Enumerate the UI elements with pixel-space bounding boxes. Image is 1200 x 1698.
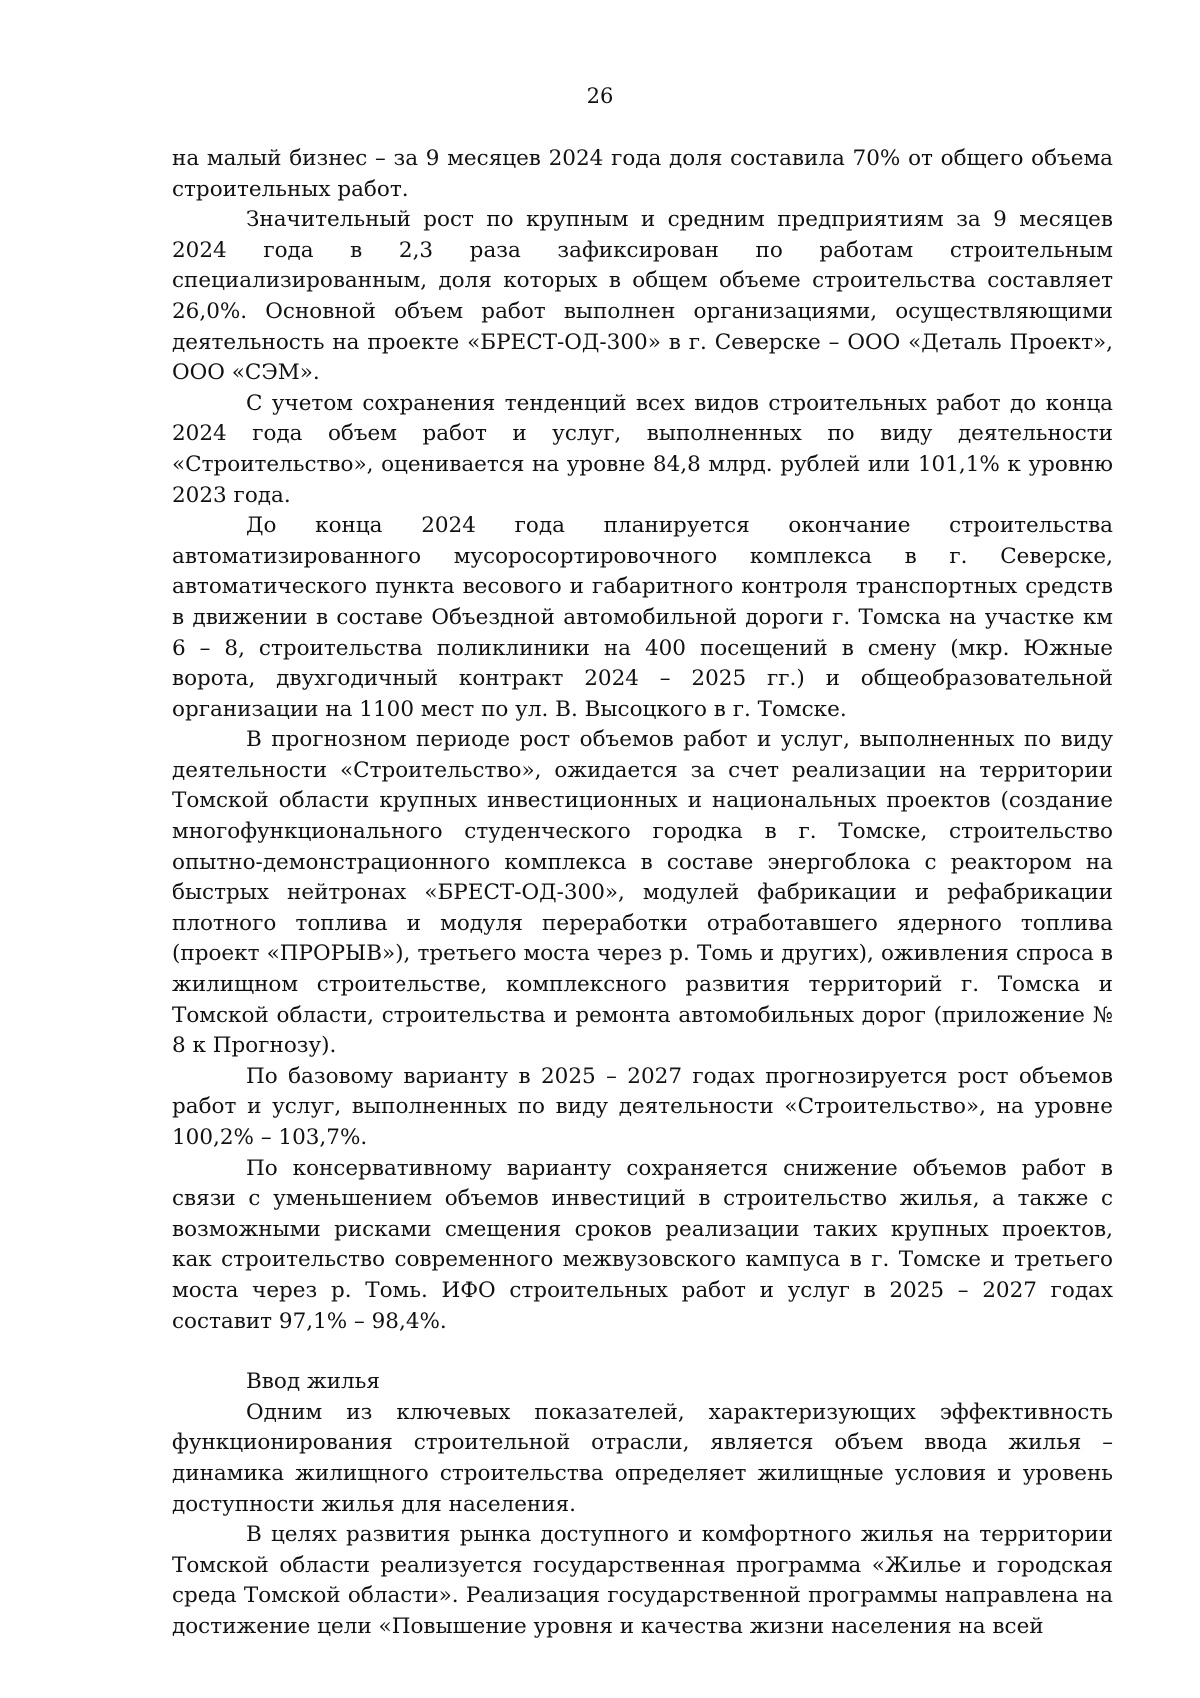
document-body xyxy=(172,144,1113,1643)
section-spacer xyxy=(172,1337,1113,1367)
section-heading-housing: Ввод жилья xyxy=(246,1369,380,1395)
paragraph-conservative-scenario: По консервативному варианту сохраняется снижение объемов работ в связи с уменьшением объемов инвестиций в строительство жилья, а также с возможными рисками смещения сроков реализации таких крупных проектов, как строительство современного межвузовского кампуса в г. Томске и третьего моста через р. Томь. ИФО строительных работ и услуг в 2025 – 2027 годах составит 97,1% – 98,4%. xyxy=(172,1155,1113,1334)
paragraph-housing-program: В целях развития рынка доступного и комфортного жилья на территории Томской области реализуется государственная программа «Жилье и городская среда Томской области». Реализация государственной программы направлена на достижение цели «Повышение уровня и качества жизни населения на всей xyxy=(172,1522,1113,1639)
paragraph-construction-estimate: С учетом сохранения тенденций всех видов строительных работ до конца 2024 года объем работ и услуг, выполненных по виду деятельности «Строительство», оценивается на уровне 84,8 млрд. рублей или 101,1% к уровню 2023 года. xyxy=(172,390,1113,508)
paragraph-base-scenario: По базовому варианту в 2025 – 2027 годах прогнозируется рост объемов работ и услуг, выполненных по виду деятельности «Строительство», на уровне 100,2% – 103,7%. xyxy=(172,1063,1113,1150)
paragraph-planned-completion: До конца 2024 года планируется окончание строительства автоматизированного мусоросортировочного комплекса в г. Северске, автоматического пункта весового и габаритного контроля транспортных средств в движении в составе Объездной автомобильной дороги г. Томска на участке км 6 – 8, строительства поликлиники на 400 посещений в смену (мкр. Южные ворота, двухгодичный контракт 2024 – 2025 гг.) и общеобразовательной организации на 1100 мест по ул. В. Высоцкого в г. Томске. xyxy=(172,513,1113,722)
page-number: 26 xyxy=(586,84,614,108)
paragraph-housing-indicator: Одним из ключевых показателей, характеризующих эффективность функционирования строительной отрасли, является объем ввода жилья – динамика жилищного строительства определяет жилищные условия и уровень доступности жилья для населения. xyxy=(172,1399,1113,1517)
paragraph-forecast-period: В прогнозном периоде рост объемов работ и услуг, выполненных по виду деятельности «Строительство», ожидается за счет реализации на территории Томской области крупных инвестиционных и национальных проектов (создание многофункционального студенческого городка в г. Томске, строительство опытно-демонстрационного комплекса в составе энергоблока с реактором на быстрых нейтронах «БРЕСТ-ОД-300», модулей фабрикации и рефабрикации плотного топлива и модуля переработки отработавшего ядерного топлива (проект «ПРОРЫВ»), третьего моста через р. Томь и других), оживления спроса в жилищном строительстве, комплексного развития территорий г. Томска и Томской области, строительства и ремонта автомобильных дорог (приложение № 8 к Прогнозу). xyxy=(172,727,1113,1059)
paragraph-construction-growth: Значительный рост по крупным и средним предприятиям за 9 месяцев 2024 года в 2,3 раза зафиксирован по работам строительным специализированным, доля которых в общем объеме строительства составляет 26,0%. Основной объем работ выполнен организациями, осуществляющими деятельность на проекте «БРЕСТ-ОД-300» в г. Северске – ООО «Деталь Проект», ООО «СЭМ». xyxy=(172,207,1113,386)
paragraph-small-business: на малый бизнес – за 9 месяцев 2024 года доля составила 70% от общего объема строительных работ. xyxy=(172,146,1113,202)
